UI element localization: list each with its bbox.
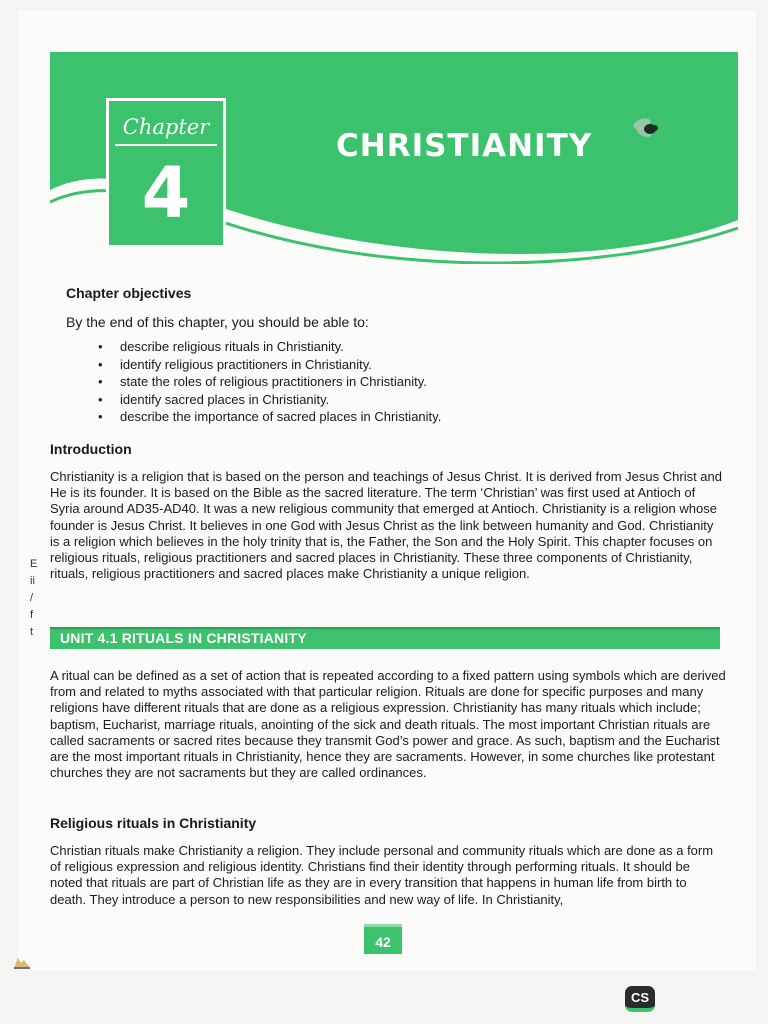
objectives-heading: Chapter objectives	[66, 285, 192, 301]
list-item: • identify religious practitioners in Christianity.	[96, 356, 441, 374]
religious-rituals-heading: Religious rituals in Christianity	[50, 815, 257, 831]
list-item: • identify sacred places in Christianity.	[96, 391, 441, 409]
unit-body: A ritual can be defined as a set of action that is repeated according to a fixed pattern using symbols which are derived from and related to myths associated with that particular religion. Rituals are done for specific purposes and many religions have different rituals that are done as a religious expression. Christianity has many rituals which include; baptism, Eucharist, marriage rituals, anointing of the sick and death rituals. The most important Christian rituals are called sacraments or sacred rites because they transmit God’s power and grace. As such, baptism and the Eucharist are the most important rituals in Christianity, hence they are sacraments. However, in some churches like protestant churches they are not sacraments but they are called ordinances.	[50, 668, 726, 781]
margin-letter: t	[30, 626, 34, 638]
unit-title: UNIT 4.1 RITUALS IN CHRISTIANITY	[60, 630, 307, 646]
unit-title-bar	[50, 627, 720, 649]
chapter-label: Chapter	[122, 115, 210, 139]
scanner-badge: CS	[625, 986, 655, 1012]
objectives-list	[96, 338, 441, 426]
page-number: 42	[364, 924, 402, 954]
list-item: • describe the importance of sacred places in Christianity.	[96, 408, 441, 426]
margin-letter: E	[30, 558, 38, 570]
corner-scan-mark-icon	[12, 954, 32, 970]
chapter-number: 4	[141, 152, 191, 234]
margin-letter: f	[30, 609, 34, 621]
margin-letters	[30, 556, 37, 641]
margin-letter: ii	[30, 575, 35, 587]
chapter-divider	[115, 144, 217, 146]
religious-rituals-body: Christian rituals make Christianity a religion. They include personal and community rituals which are done as a form of religious expression and religious identity. Christians find their identity through performing rituals. It should be noted that rituals are part of Christian life as they are in every transition that happens in human life from birth to death. They introduce a person to new responsibilities and new way of life. In Christianity,	[50, 843, 714, 907]
chapter-title: CHRISTIANITY	[336, 128, 593, 164]
introduction-body: Christianity is a religion that is based on the person and teachings of Jesus Christ. It is derived from Jesus Christ and He is its founder. It is based on the Bible as the sacred literature. The term ‘Christian’ was first used at Antioch of Syria around AD35-AD40. It was a new religious community that emerged at Antioch. Christianity is a religion whose founder is Jesus Christ. It believes in one God with Jesus Christ as the link between humanity and God. Christianity is a religion which believes in the holy trinity that is, the Father, the Son and the Holy Spirit. This chapter focuses on religious rituals, religious practitioners and sacred places in Christianity. These three components of Christianity, rituals, religious practitioners and sacred places make Christianity a unique religion.	[50, 469, 722, 582]
list-item: • state the roles of religious practitioners in Christianity.	[96, 373, 441, 391]
margin-letter: /	[30, 592, 34, 604]
fly-icon	[630, 114, 664, 144]
chapter-box	[106, 98, 226, 248]
introduction-heading: Introduction	[50, 441, 132, 457]
objectives-intro: By the end of this chapter, you should be able to:	[66, 314, 369, 330]
list-item: • describe religious rituals in Christianity.	[96, 338, 441, 356]
